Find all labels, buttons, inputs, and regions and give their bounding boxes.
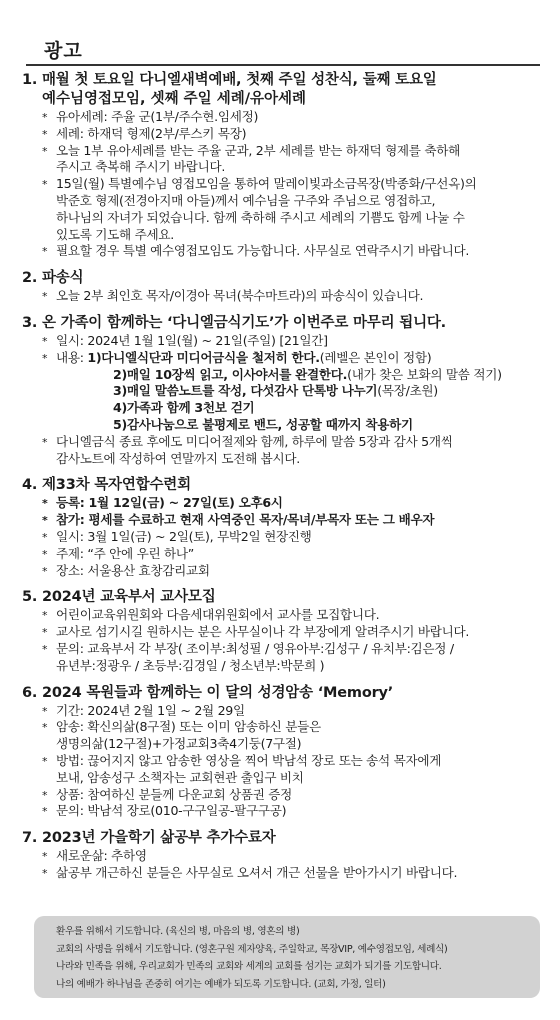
bullet-star: * xyxy=(42,144,48,158)
bullet-star: * xyxy=(42,178,48,192)
item-text: 새로운삶: 추하영 xyxy=(56,848,147,864)
bullet-star: * xyxy=(42,788,48,802)
item-text: 박준호 형제(전경아지매 아들)께서 예수님을 구주와 주님으로 영접하고, xyxy=(56,192,436,208)
bullet-star: * xyxy=(42,111,48,124)
bullet-star: * xyxy=(42,334,48,348)
item-text: 일시: 2024년 1월 1일(월) ~ 21일(주일) [21일간] xyxy=(56,332,328,348)
content-note: (내가 찾은 보화의 말씀 적기) xyxy=(347,366,502,382)
section-number: 1. xyxy=(22,72,38,88)
bullet-star: * xyxy=(42,127,48,141)
section-heading xyxy=(22,476,542,495)
list-item xyxy=(22,563,542,580)
bullet-star: * xyxy=(42,609,48,623)
announcement-section xyxy=(22,314,542,467)
item-text: 기간: 2024년 2월 1일 ~ 2월 29일 xyxy=(56,702,245,718)
prayer-line: 교회의 사명을 위해서 기도합니다. (영혼구원 제자양육, 주일학교, 목장VIP, 예수영접모임, 세례식) xyxy=(56,943,448,955)
announcement-section xyxy=(22,684,542,821)
prayer-line: 나라와 민족을 위해, 우리교회가 민족의 교회와 세계의 교회를 섬기는 교회가 되기를 기도합니다. xyxy=(56,961,442,972)
bullet-star: * xyxy=(42,626,48,640)
item-text: 주제: “주 안에 우린 하나” xyxy=(56,545,194,561)
item-text: 유아세례: 주율 군(1부/주수현.임세정) xyxy=(56,109,259,124)
page-title: 광고 xyxy=(44,40,83,62)
list-item xyxy=(22,529,542,546)
item-text: 주시고 축복해 주시기 바랍니다. xyxy=(56,159,226,175)
item-text: 오늘 1부 유아세례를 받는 주율 군과, 2부 세례를 받는 하재덕 형제를 축하해 xyxy=(56,142,460,158)
section-number: 4. xyxy=(22,477,38,494)
list-item xyxy=(22,641,542,675)
list-item xyxy=(22,126,542,143)
announcement-section xyxy=(22,71,542,260)
content-note: (레벨은 본인이 정함) xyxy=(319,349,432,365)
list-item xyxy=(22,865,542,882)
list-item xyxy=(22,350,542,367)
item-text: 어린이교육위원회와 다음세대위원회에서 교사를 모집합니다. xyxy=(56,607,380,623)
item-text: 일시: 3월 1일(금) ~ 2일(토), 무박2일 현장진행 xyxy=(56,528,312,544)
bullet-star: * xyxy=(42,850,48,864)
bullet-star: * xyxy=(42,704,48,718)
list-item xyxy=(22,512,542,529)
content-line xyxy=(22,417,542,434)
bullet-star: * xyxy=(42,564,48,578)
content-line xyxy=(22,367,542,384)
item-text: 하나님의 자녀가 되었습니다. 함께 축하해 주시고 세례의 기쁨도 함께 나눌 수 xyxy=(56,209,465,225)
bullet-star: * xyxy=(42,805,48,819)
list-item xyxy=(22,546,542,563)
item-text: 유년부:정광우 / 초등부:김경일 / 청소년부:박문희 ) xyxy=(56,657,325,673)
content-label: 내용: xyxy=(56,349,88,365)
bullet-star: * xyxy=(42,547,48,561)
section-number: 2. xyxy=(22,270,38,287)
announcement-section xyxy=(22,829,542,882)
list-item xyxy=(22,109,542,126)
list-item xyxy=(22,803,542,820)
prayer-line: 환우를 위해서 기도합니다. (육신의 병, 마음의 병, 영혼의 병) xyxy=(56,926,300,937)
item-text: 필요할 경우 특별 예수영접모임도 가능합니다. 사무실로 연락주시기 바랍니다. xyxy=(56,243,470,259)
item-text: 생명의삶(12구절)+가정교회3축4기둥(7구절) xyxy=(56,736,302,752)
content-goal: 1)다니엘식단과 미디어금식을 철저히 한다. xyxy=(87,349,320,365)
item-text: 문의: 교육부서 각 부장( 조이부:최성필 / 영유아부:김성구 / 유치부:김은정 / xyxy=(56,640,454,656)
prayer-box xyxy=(34,916,540,998)
section-title: 2023년 가을학기 삶공부 추가수료자 xyxy=(42,830,276,847)
item-text: 교사로 섬기시길 원하시는 분은 사무실이나 각 부장에게 알려주시기 바랍니다. xyxy=(56,624,470,640)
list-item xyxy=(22,624,542,641)
item-text: 세례: 하재덕 형제(2부/루스키 목장) xyxy=(56,125,247,141)
list-item xyxy=(22,434,542,468)
item-text: 등록: 1월 12일(금) ~ 27일(토) 오후6시 xyxy=(56,495,283,511)
bullet-star: * xyxy=(42,497,48,511)
list-item xyxy=(22,176,542,243)
section-title: 2024 목원들과 함께하는 이 달의 성경암송 ‘Memory’ xyxy=(42,684,394,701)
bullet-star: * xyxy=(42,435,48,449)
item-text: 참가: 평세를 수료하고 현재 사역중인 목자/목녀/부목자 또는 그 배우자 xyxy=(56,512,435,528)
content-line xyxy=(22,383,542,400)
list-item xyxy=(22,719,542,753)
item-text: 상품: 참여하신 분들께 다운교회 상품권 증정 xyxy=(56,786,293,802)
section-heading xyxy=(22,829,542,848)
item-text: 다니엘금식 종료 후에도 미디어절제와 함께, 하루에 말씀 5장과 감사 5개씩 xyxy=(56,433,453,449)
section-title: 2024년 교육부서 교사모집 xyxy=(42,589,216,606)
bullet-star: * xyxy=(42,754,48,768)
section-heading xyxy=(22,588,542,607)
section-number: 5. xyxy=(22,589,38,606)
bullet-star: * xyxy=(42,245,48,259)
item-text: 오늘 2부 최인호 목자/이경아 목녀(북수마트라)의 파송식이 있습니다. xyxy=(56,288,424,304)
item-text: 감사노트에 작성하여 연말까지 도전해 봅시다. xyxy=(56,450,300,466)
bullet-star: * xyxy=(42,514,48,528)
bullet-star: * xyxy=(42,642,48,656)
section-title: 온 가족이 함께하는 ‘다니엘금식기도’가 이번주로 마무리 됩니다. xyxy=(42,314,446,331)
item-text: 삶공부 개근하신 분들은 사무실로 오셔서 개근 선물을 받아가시기 바랍니다. xyxy=(56,864,458,880)
section-title: 제33차 목자연합수련회 xyxy=(42,477,191,494)
announcement-list xyxy=(22,71,542,891)
announcement-section xyxy=(22,588,542,674)
bullet-star: * xyxy=(42,721,48,735)
list-item xyxy=(22,333,542,350)
section-title: 매월 첫 토요일 다니엘새벽예배, 첫째 주일 성찬식, 둘째 토요일 xyxy=(42,72,437,88)
item-text: 문의: 박남석 장로(010-구구일공-팔구구공) xyxy=(56,803,287,819)
section-heading xyxy=(22,71,542,90)
bullet-star: * xyxy=(42,530,48,544)
list-item xyxy=(22,143,542,177)
section-heading xyxy=(22,314,542,333)
list-item xyxy=(22,753,542,787)
content-goal: 4)가족과 함께 3천보 걷기 xyxy=(113,400,255,416)
list-item xyxy=(22,243,542,260)
section-heading xyxy=(22,269,542,288)
content-note: (목장/초원) xyxy=(377,383,438,399)
item-text: 장소: 서울용산 효창감리교회 xyxy=(56,562,210,578)
list-item xyxy=(22,848,542,865)
section-number: 3. xyxy=(22,314,38,331)
content-goal: 5)감사나눔으로 불평제로 밴드, 성공할 때까지 착용하기 xyxy=(113,416,413,432)
item-text: 15일(월) 특별예수님 영접모임을 통하여 말레이빛과소금목장(박종화/구선옥)의 xyxy=(56,176,477,192)
bullet-star: * xyxy=(42,351,48,365)
announcement-section xyxy=(22,476,542,579)
item-text: 있도록 기도해 주세요. xyxy=(56,226,174,242)
bullet-star: * xyxy=(42,866,48,880)
list-item xyxy=(22,288,542,305)
section-number: 6. xyxy=(22,684,38,701)
announcement-section xyxy=(22,269,542,305)
list-item xyxy=(22,495,542,512)
section-heading xyxy=(22,684,542,703)
section-number: 7. xyxy=(22,830,38,847)
list-item xyxy=(22,787,542,804)
content-goal: 2)매일 10장씩 읽고, 이사야서를 완결한다. xyxy=(113,366,348,382)
content-goal: 3)매일 말씀노트를 작성, 다섯감사 단톡방 나누기 xyxy=(113,383,378,399)
list-item xyxy=(22,607,542,624)
prayer-line: 나의 예배가 하나님을 존중히 여기는 예배가 되도록 기도합니다. (교회, 가정, 일터) xyxy=(56,978,386,990)
title-divider xyxy=(26,64,540,66)
list-item xyxy=(22,703,542,720)
section-title-continued: 예수님영접모임, 셋째 주일 세례/유아세례 xyxy=(42,91,307,107)
bullet-star: * xyxy=(42,290,48,304)
item-text: 보내, 암송성구 소책자는 교회현관 출입구 비치 xyxy=(56,769,304,785)
section-title: 파송식 xyxy=(42,270,84,287)
item-text: 방법: 끊어지지 않고 암송한 영상을 찍어 박남석 장로 또는 송석 목자에게 xyxy=(56,752,442,768)
item-text: 암송: 확신의삶(8구절) 또는 이미 암송하신 분들은 xyxy=(56,719,321,735)
content-line xyxy=(22,400,542,417)
